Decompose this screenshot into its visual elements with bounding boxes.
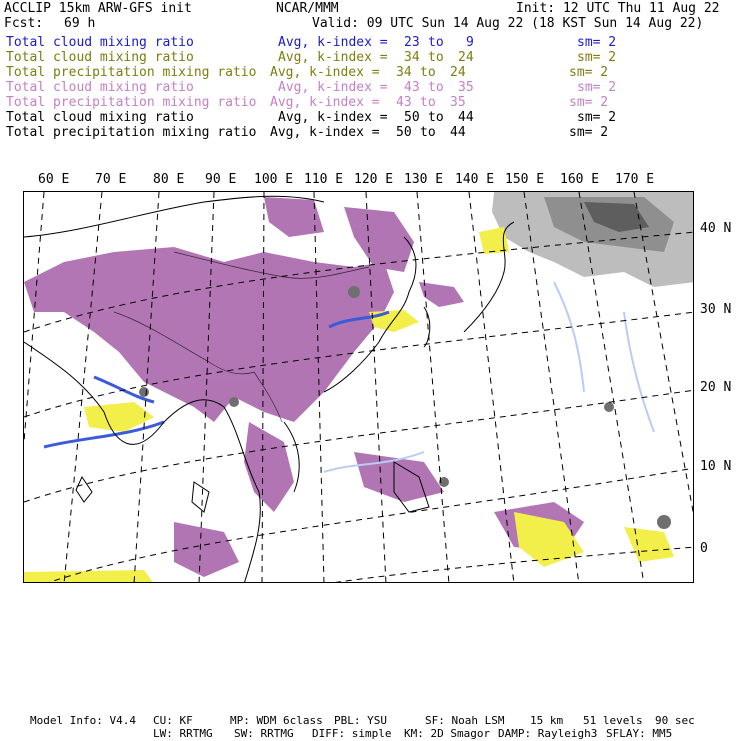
legend-avg: Avg, k-index = bbox=[270, 95, 380, 110]
init-time: Init: 12 UTC Thu 11 Aug 22 bbox=[516, 1, 720, 16]
legend-to: 44 bbox=[450, 125, 466, 140]
footer-lw: LW: RRTMG bbox=[153, 727, 213, 740]
legend-avg: Avg, k-index = bbox=[278, 110, 388, 125]
fcst-label: Fcst: bbox=[4, 16, 44, 31]
legend-from: 34 bbox=[396, 65, 412, 80]
footer-pbl: PBL: YSU bbox=[334, 714, 387, 727]
legend-to: 35 bbox=[450, 95, 466, 110]
legend-sm: sm= 2 bbox=[569, 95, 609, 110]
lon-label: 140 E bbox=[455, 172, 495, 187]
lon-label: 60 E bbox=[38, 172, 70, 187]
legend-to: 44 bbox=[458, 110, 474, 125]
legend-field: Total precipitation mixing ratio bbox=[6, 95, 257, 110]
legend-from: 50 bbox=[396, 125, 412, 140]
fcst-value: 69 h bbox=[64, 16, 96, 31]
footer-resolution: 15 km bbox=[530, 714, 564, 727]
lat-label: 30 N bbox=[700, 302, 732, 317]
map-panel bbox=[23, 191, 694, 583]
legend-avg: Avg, k-index = bbox=[278, 80, 388, 95]
lat-label: 0 bbox=[700, 541, 708, 556]
footer-cu: CU: KF bbox=[153, 714, 193, 727]
valid-time: Valid: 09 UTC Sun 14 Aug 22 (18 KST Sun 14 Aug 22) bbox=[312, 16, 704, 31]
legend-sm: sm= 2 bbox=[577, 50, 617, 65]
legend-field: Total cloud mixing ratio bbox=[6, 50, 194, 65]
lon-label: 90 E bbox=[205, 172, 237, 187]
legend-field: Total cloud mixing ratio bbox=[6, 35, 194, 50]
legend-to: 9 bbox=[466, 35, 474, 50]
footer-sw: SW: RRTMG bbox=[234, 727, 294, 740]
lon-label: 170 E bbox=[615, 172, 655, 187]
legend-from: 43 bbox=[404, 80, 420, 95]
lat-label: 40 N bbox=[700, 221, 732, 236]
legend-to: 24 bbox=[450, 65, 466, 80]
legend-avg: Avg, k-index = bbox=[270, 65, 380, 80]
legend-sm: sm= 2 bbox=[577, 35, 617, 50]
legend-avg: Avg, k-index = bbox=[278, 35, 388, 50]
legend-field: Total cloud mixing ratio bbox=[6, 80, 194, 95]
lon-label: 80 E bbox=[153, 172, 185, 187]
footer-timestep: 90 sec bbox=[655, 714, 695, 727]
legend-to-word: to bbox=[420, 95, 436, 110]
footer-sf: SF: Noah LSM bbox=[425, 714, 505, 727]
legend-to-word: to bbox=[428, 50, 444, 65]
footer-sflay: SFLAY: MM5 bbox=[606, 727, 673, 740]
footer-mp: MP: WDM 6class bbox=[230, 714, 323, 727]
legend-to: 35 bbox=[458, 80, 474, 95]
lat-label: 20 N bbox=[700, 380, 732, 395]
legend-from: 50 bbox=[404, 110, 420, 125]
legend-sm: sm= 2 bbox=[577, 110, 617, 125]
footer-km: KM: 2D Smagor bbox=[404, 727, 491, 740]
center-name: NCAR/MMM bbox=[276, 1, 339, 16]
model-title: ACCLIP 15km ARW-GFS init bbox=[4, 1, 192, 16]
lon-label: 70 E bbox=[95, 172, 127, 187]
lat-label: 10 N bbox=[700, 459, 732, 474]
legend-field: Total precipitation mixing ratio bbox=[6, 65, 257, 80]
lon-label: 160 E bbox=[560, 172, 600, 187]
legend-sm: sm= 2 bbox=[577, 80, 617, 95]
legend-field: Total cloud mixing ratio bbox=[6, 110, 194, 125]
map-canvas bbox=[24, 192, 694, 583]
footer-levels: 51 levels bbox=[583, 714, 643, 727]
legend-to: 24 bbox=[458, 50, 474, 65]
legend-sm: sm= 2 bbox=[569, 125, 609, 140]
footer-model-info: Model Info: V4.4 bbox=[30, 714, 136, 727]
legend-to-word: to bbox=[420, 125, 436, 140]
legend-from: 23 bbox=[404, 35, 420, 50]
legend-field: Total precipitation mixing ratio bbox=[6, 125, 257, 140]
lon-label: 100 E bbox=[254, 172, 294, 187]
lon-label: 110 E bbox=[304, 172, 344, 187]
legend-to-word: to bbox=[428, 80, 444, 95]
lon-label: 150 E bbox=[505, 172, 545, 187]
legend-avg: Avg, k-index = bbox=[270, 125, 380, 140]
footer-damp: DAMP: Rayleigh3 bbox=[498, 727, 598, 740]
legend-avg: Avg, k-index = bbox=[278, 50, 388, 65]
lon-label: 130 E bbox=[404, 172, 444, 187]
legend-to-word: to bbox=[420, 65, 436, 80]
legend-sm: sm= 2 bbox=[569, 65, 609, 80]
legend-from: 43 bbox=[396, 95, 412, 110]
lon-label: 120 E bbox=[354, 172, 394, 187]
legend-to-word: to bbox=[428, 110, 444, 125]
footer-diff: DIFF: simple bbox=[312, 727, 392, 740]
legend-from: 34 bbox=[404, 50, 420, 65]
legend-to-word: to bbox=[428, 35, 444, 50]
